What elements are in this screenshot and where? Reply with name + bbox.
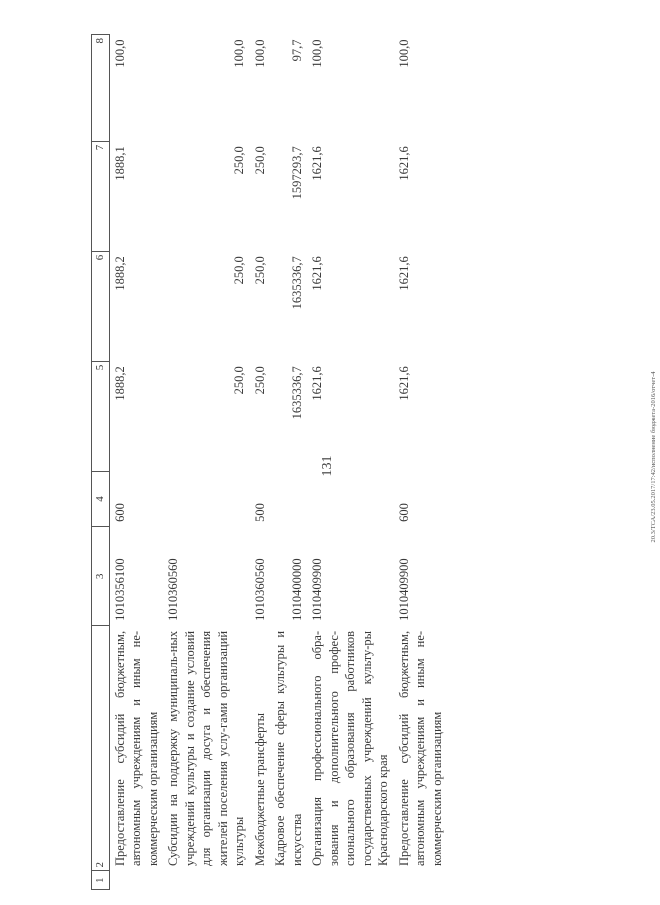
row-value-8: 100,0 xyxy=(310,39,324,68)
row-value-6: 250,0 xyxy=(232,256,246,285)
table-header-row xyxy=(92,35,110,890)
row-value-8: 100,0 xyxy=(252,39,267,68)
row-value-7: 250,0 xyxy=(232,146,246,175)
row-value-7: 1597293,7 xyxy=(289,146,304,200)
row-vr: 600 xyxy=(396,503,411,522)
row-name: Кадровое обеспечение сферы культуры и искусства xyxy=(273,630,304,866)
row-value-6: 1621,6 xyxy=(310,256,324,291)
row-value-5: 1635336,7 xyxy=(289,366,304,420)
row-name: Субсидии на поддержку муниципаль-ных учреждений культуры и создание условий для организации досуга и обеспечения жителей поселения услу-гами организаций культуры xyxy=(166,630,246,866)
row-value-5: 1621,6 xyxy=(310,366,324,401)
row-code: 1010356100 xyxy=(112,558,127,621)
budget-table xyxy=(91,34,447,890)
footer-document-code: 20.3/ТСА/23.05.2017/17:42/исполнение бюджета-2016/отчет-4 xyxy=(650,371,657,543)
table-row xyxy=(163,35,250,890)
table-row xyxy=(250,35,271,890)
header-col-3: 3 xyxy=(92,527,110,626)
row-code: 1010360560 xyxy=(166,558,180,621)
page-number: 131 xyxy=(320,455,335,477)
row-name: Предоставление субсидий бюджетным, автономным учреждениям и иным не-коммерческим организациям xyxy=(112,630,160,866)
header-col-6: 6 xyxy=(92,251,110,361)
row-vr: 600 xyxy=(112,503,127,522)
row-code: 1010409900 xyxy=(310,558,324,621)
table-row xyxy=(270,35,307,890)
row-value-6: 1635336,7 xyxy=(289,256,304,310)
row-value-8: 97,7 xyxy=(289,39,304,62)
row-code: 1010400000 xyxy=(289,558,304,621)
row-name: Межбюджетные трансферты xyxy=(252,712,267,866)
row-vr: 500 xyxy=(252,503,267,522)
row-value-7: 1621,6 xyxy=(396,146,411,181)
row-vr xyxy=(163,471,250,527)
header-col-2: 2 xyxy=(92,626,110,871)
row-value-7: 1888,1 xyxy=(112,146,127,181)
row-value-5: 1621,6 xyxy=(396,366,411,401)
row-code: 1010409900 xyxy=(396,558,411,621)
row-value-8: 100,0 xyxy=(112,39,127,68)
row-value-8: 100,0 xyxy=(232,39,246,68)
row-value-6: 250,0 xyxy=(252,256,267,285)
table-row xyxy=(394,35,448,890)
table-row xyxy=(109,35,163,890)
header-col-5: 5 xyxy=(92,361,110,471)
header-col-8: 8 xyxy=(92,35,110,142)
header-col-4: 4 xyxy=(92,471,110,527)
row-code: 1010360560 xyxy=(252,558,267,621)
row-value-7: 1621,6 xyxy=(310,146,324,181)
row-vr xyxy=(270,471,307,527)
table-row xyxy=(307,35,394,890)
row-name: Предоставление субсидий бюджетным, автономным учреждениям и иным не-коммерческим организациям xyxy=(396,630,444,866)
row-value-7: 250,0 xyxy=(252,146,267,175)
row-vr xyxy=(307,471,394,527)
row-value-6: 1621,6 xyxy=(396,256,411,291)
header-col-1: 1 xyxy=(92,871,110,890)
header-col-7: 7 xyxy=(92,141,110,251)
row-name: Организация профессионального обра-зования и дополнительного профес-сионального образования работников государственных учреждений культу-ры Краснодарского края xyxy=(310,630,390,866)
budget-table-rotated xyxy=(91,34,571,890)
row-value-6: 1888,2 xyxy=(112,256,127,291)
row-value-5: 1888,2 xyxy=(112,366,127,401)
row-value-5: 250,0 xyxy=(232,366,246,395)
row-value-5: 250,0 xyxy=(252,366,267,395)
row-value-8: 100,0 xyxy=(396,39,411,68)
